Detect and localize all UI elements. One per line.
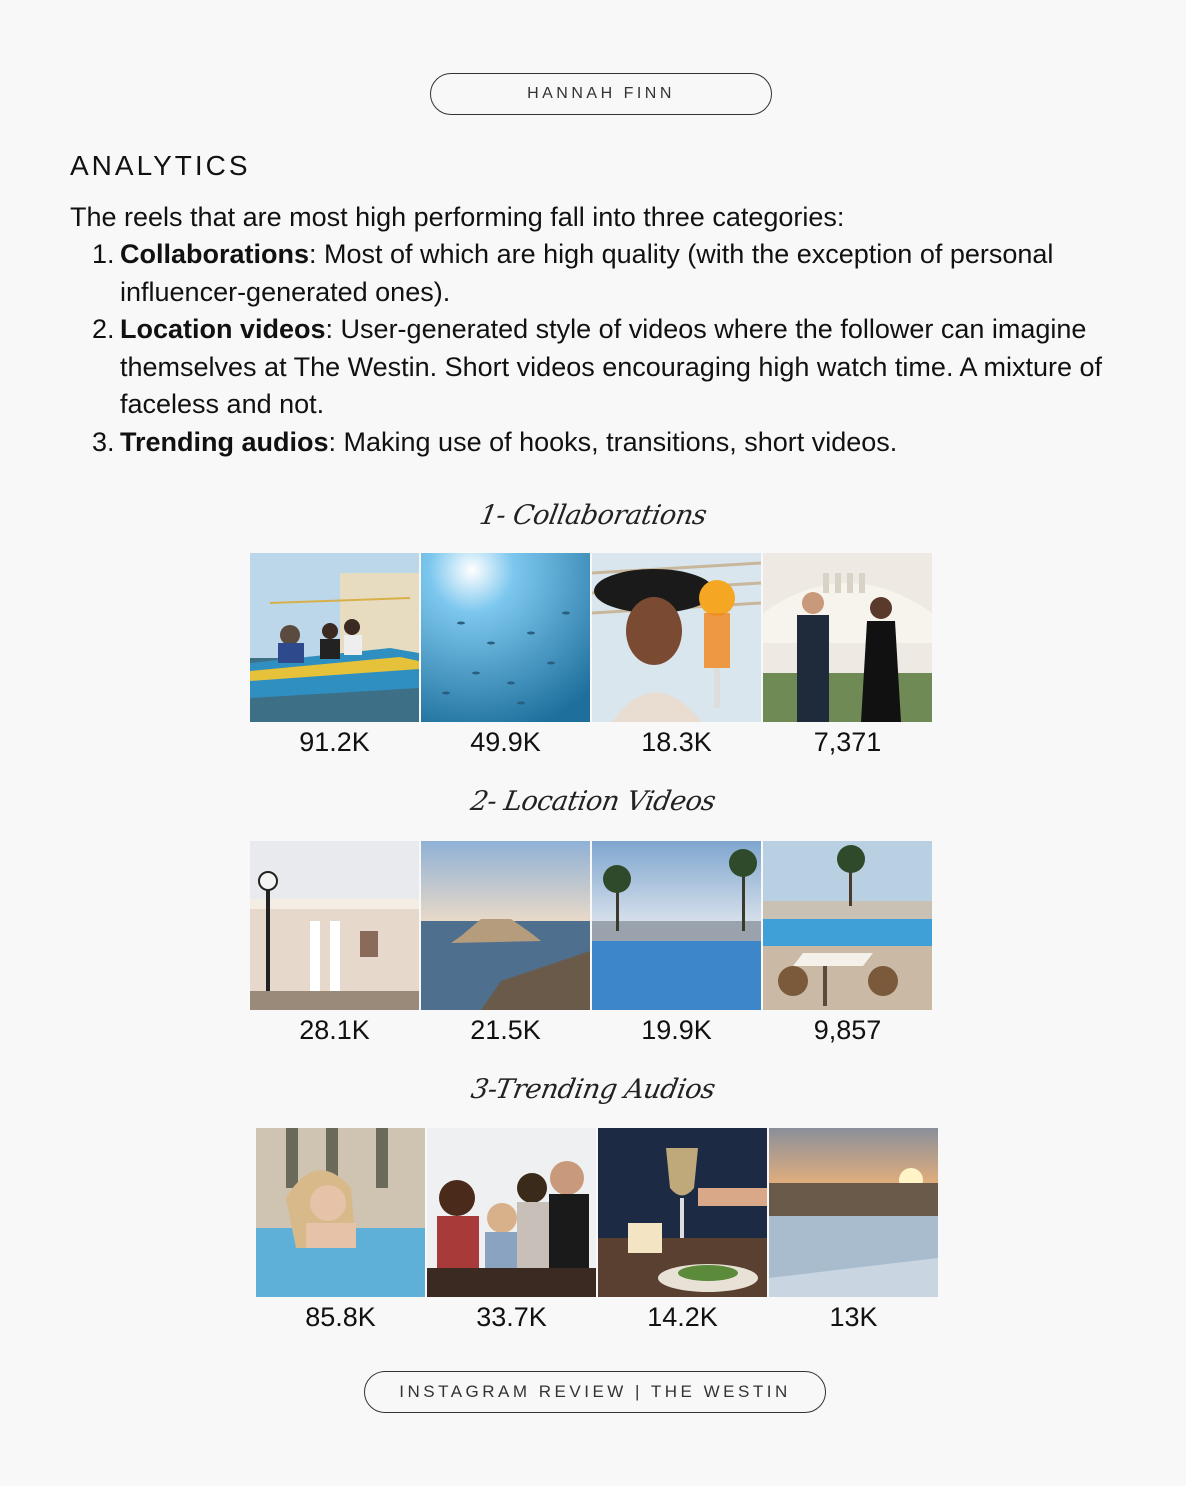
reel-thumbnail[interactable] [592, 553, 761, 722]
reel-card[interactable] [250, 553, 419, 758]
author-name: HANNAH FINN [527, 85, 675, 102]
category-item-location-videos [92, 311, 1142, 424]
view-count: 7,371 [813, 727, 882, 757]
reel-thumbnail[interactable] [250, 841, 419, 1010]
category-item-trending-audios [92, 424, 1142, 462]
view-count: 28.1K [299, 1015, 370, 1045]
reel-card[interactable] [763, 553, 932, 758]
reel-thumbnail[interactable] [427, 1128, 596, 1297]
reel-card[interactable] [598, 1128, 767, 1333]
category-number: 1. [92, 239, 115, 269]
reel-thumbnail[interactable] [763, 553, 932, 722]
view-count: 19.9K [641, 1015, 712, 1045]
reel-card[interactable] [592, 841, 761, 1046]
category-number: 3. [92, 427, 115, 457]
view-count: 9,857 [813, 1015, 882, 1045]
section-title: ANALYTICS [70, 150, 251, 181]
reel-thumbnail[interactable] [598, 1128, 767, 1297]
header-pill [430, 73, 772, 115]
reel-card[interactable] [256, 1128, 425, 1333]
category-title: Trending audios [120, 427, 329, 457]
reel-row-collaborations [250, 553, 932, 758]
view-count: 33.7K [476, 1302, 547, 1332]
group-heading-collaborations: 1- Collaborations [477, 500, 709, 531]
footer-label: INSTAGRAM REVIEW | THE WESTIN [399, 1382, 791, 1401]
category-item-collaborations [92, 236, 1142, 311]
category-text: : Most of which are high quality (with the exception of personal influencer-generated ones). [120, 239, 1054, 307]
category-text: : Making use of hooks, transitions, short videos. [328, 427, 898, 457]
reel-row-location-videos [250, 841, 932, 1046]
reel-card[interactable] [421, 841, 590, 1046]
reel-card[interactable] [250, 841, 419, 1046]
reel-thumbnail[interactable] [763, 841, 932, 1010]
reel-card[interactable] [763, 841, 932, 1046]
category-number: 2. [92, 314, 115, 344]
intro-text: The reels that are most high performing fall into three categories: [70, 202, 845, 232]
view-count: 49.9K [470, 727, 541, 757]
category-text: : User-generated style of videos where the follower can imagine themselves at The Westin. Short videos encouraging high watch time. A mixture of faceless and not. [120, 314, 1103, 419]
reel-thumbnail[interactable] [421, 553, 590, 722]
reel-thumbnail[interactable] [250, 553, 419, 722]
reel-thumbnail[interactable] [256, 1128, 425, 1297]
reel-card[interactable] [592, 553, 761, 758]
group-heading-location-videos: 2- Location Videos [468, 786, 718, 817]
view-count: 21.5K [470, 1015, 541, 1045]
view-count: 14.2K [647, 1302, 718, 1332]
footer-pill [364, 1371, 826, 1413]
view-count: 13K [829, 1302, 878, 1332]
reel-thumbnail[interactable] [769, 1128, 938, 1297]
group-heading-trending-audios: 3-Trending Audios [468, 1074, 718, 1105]
view-count: 91.2K [299, 727, 370, 757]
view-count: 18.3K [641, 727, 712, 757]
reel-thumbnail[interactable] [592, 841, 761, 1010]
view-count: 85.8K [305, 1302, 376, 1332]
reel-card[interactable] [427, 1128, 596, 1333]
reel-card[interactable] [421, 553, 590, 758]
category-title: Location videos [120, 314, 326, 344]
reel-row-trending-audios [256, 1128, 938, 1333]
reel-card[interactable] [769, 1128, 938, 1333]
reel-thumbnail[interactable] [421, 841, 590, 1010]
category-title: Collaborations [120, 239, 310, 269]
